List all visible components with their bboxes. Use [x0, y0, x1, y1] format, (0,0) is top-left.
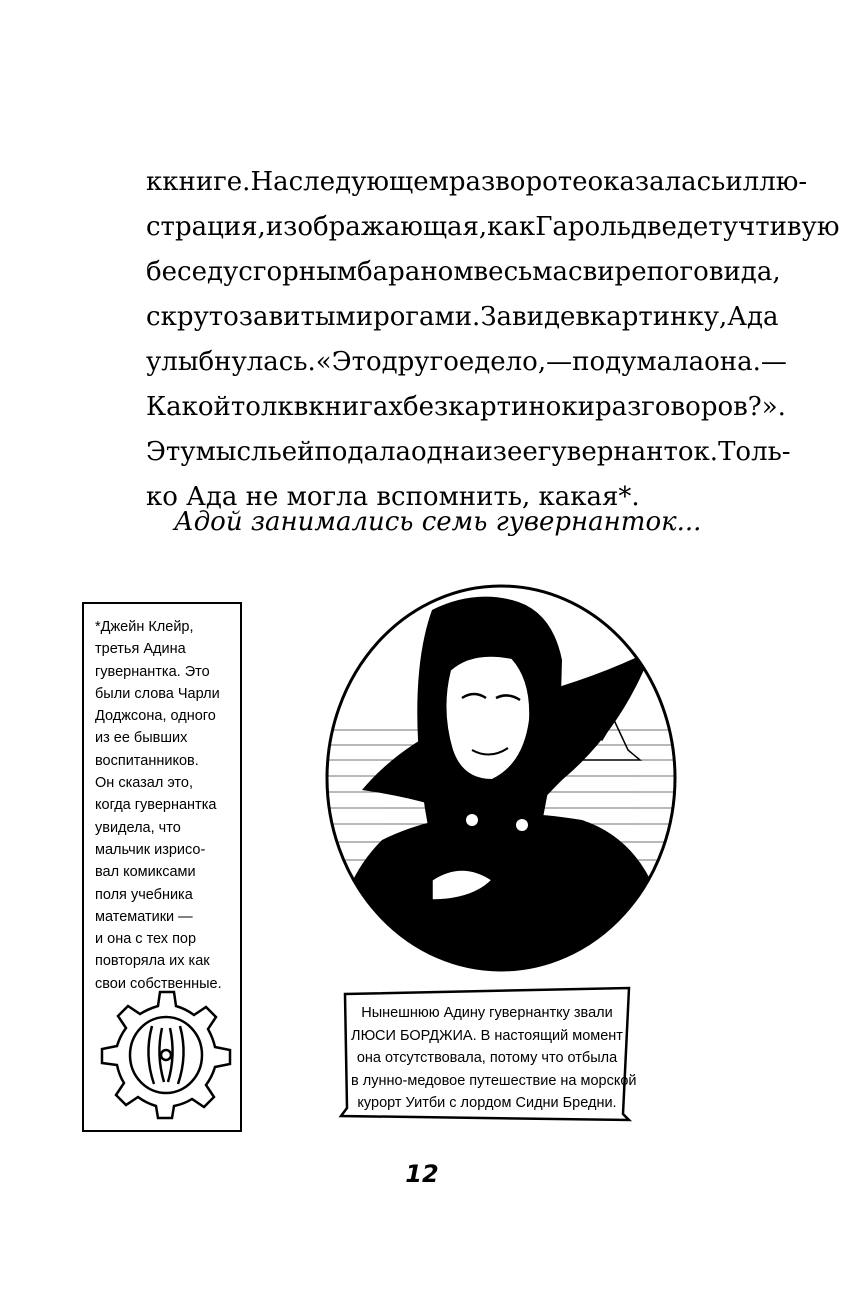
footnote-line: третья Адина [95, 641, 186, 658]
footnote-line: Доджсона, одного [95, 708, 216, 725]
caption-line: в лунно-медовое путешествие на морской [351, 1072, 637, 1089]
word: с [146, 302, 161, 332]
word: оказалась [587, 167, 726, 197]
word: развороте [448, 167, 588, 197]
caption-line: она отсутствовала, потому что отбыла [356, 1050, 618, 1066]
word: книгах [308, 392, 404, 422]
word: страция, [146, 212, 266, 242]
text-line [146, 205, 840, 250]
word: другое [381, 347, 475, 377]
word: свирепого [568, 257, 709, 287]
word: иллю- [725, 167, 808, 197]
word: из [475, 437, 507, 467]
text-line [146, 430, 791, 475]
main-text [146, 160, 840, 520]
word: без [403, 392, 449, 422]
word: толк [230, 392, 294, 422]
footnote-line: увидела, что [95, 819, 181, 836]
caption-box [337, 982, 637, 1122]
word: гувернанток. [537, 437, 719, 467]
word: дело, [474, 347, 547, 377]
word: Эту [146, 437, 196, 467]
word: картинок [448, 392, 578, 422]
word: бараном [357, 257, 474, 287]
word: книге. [162, 167, 251, 197]
word: следующем [288, 167, 449, 197]
word: улыбнулась. [146, 347, 316, 377]
word: ее [506, 437, 538, 467]
word: Гарольд [535, 212, 647, 242]
word: весьма [473, 257, 569, 287]
footnote-line: свои собственные. [95, 975, 222, 992]
footnote-line: гувернантка. Это [95, 663, 210, 680]
word: рогами. [373, 302, 481, 332]
footnote-line: воспитанников. [95, 752, 199, 769]
word: вида, [708, 257, 781, 287]
text-line [146, 250, 781, 295]
word: подумала [572, 347, 705, 377]
footnote-line: Он сказал это, [95, 775, 193, 792]
italic-lead-line: Адой занимались семь гувернанток... [174, 507, 702, 537]
word: с [238, 257, 253, 287]
caption-line: курорт Уитби с лордом Сидни Бредни. [357, 1095, 617, 1111]
word: круто [160, 302, 239, 332]
footnote-text [95, 616, 240, 995]
gear-icon [90, 984, 238, 1124]
word: ведет [646, 212, 723, 242]
word: картинку, [590, 302, 728, 332]
footnote-line: *Джейн Клейр, [95, 619, 194, 635]
footnote-line: поля учебника [95, 886, 193, 903]
word: она. [704, 347, 761, 377]
footnote-line: вал комиксами [95, 864, 196, 881]
word: Завидев [480, 302, 591, 332]
word: одна [410, 437, 476, 467]
text-line [146, 160, 808, 205]
word: «Это [315, 347, 382, 377]
word: и [577, 392, 595, 422]
footnote-line: и она с тех пор [95, 931, 197, 948]
caption-line: ЛЮСИ БОРДЖИА. В настоящий момент [351, 1027, 623, 1044]
footnote-line: повторяла их как [95, 953, 210, 970]
footnote-line: были слова Чарли [95, 685, 220, 702]
word: На [250, 167, 289, 197]
word: подала [314, 437, 411, 467]
footnote-line: мальчик изрисо- [95, 841, 206, 858]
word: Толь- [718, 437, 791, 467]
word: в [293, 392, 309, 422]
word: — [546, 347, 573, 377]
text-line [146, 295, 779, 340]
footnote-line: когда гувернантка [95, 797, 217, 814]
word: мысль [195, 437, 282, 467]
word: горным [252, 257, 358, 287]
word: завитыми [238, 302, 374, 332]
footnote-line: математики — [95, 908, 193, 925]
word: изображающая, [265, 212, 488, 242]
text-line [146, 340, 787, 385]
governess-portrait-illustration [322, 580, 680, 976]
text-line-content: ко Ада не могла вспомнить, какая*. [146, 482, 640, 512]
caption-line: Нынешнюю Адину гувернантку звали [361, 1005, 613, 1021]
page-number: 12 [405, 1160, 439, 1188]
word: разговоров?». [594, 392, 786, 422]
footnote-box [82, 602, 242, 1132]
word: беседу [146, 257, 239, 287]
footnote-line: из ее бывших [95, 730, 188, 747]
word: как [487, 212, 536, 242]
text-line [146, 385, 786, 430]
word: ей [281, 437, 315, 467]
word: — [760, 347, 787, 377]
word: учтивую [722, 212, 840, 242]
caption-text [351, 1002, 637, 1115]
word: Какой [146, 392, 231, 422]
word: к [146, 167, 163, 197]
word: Ада [727, 302, 779, 332]
